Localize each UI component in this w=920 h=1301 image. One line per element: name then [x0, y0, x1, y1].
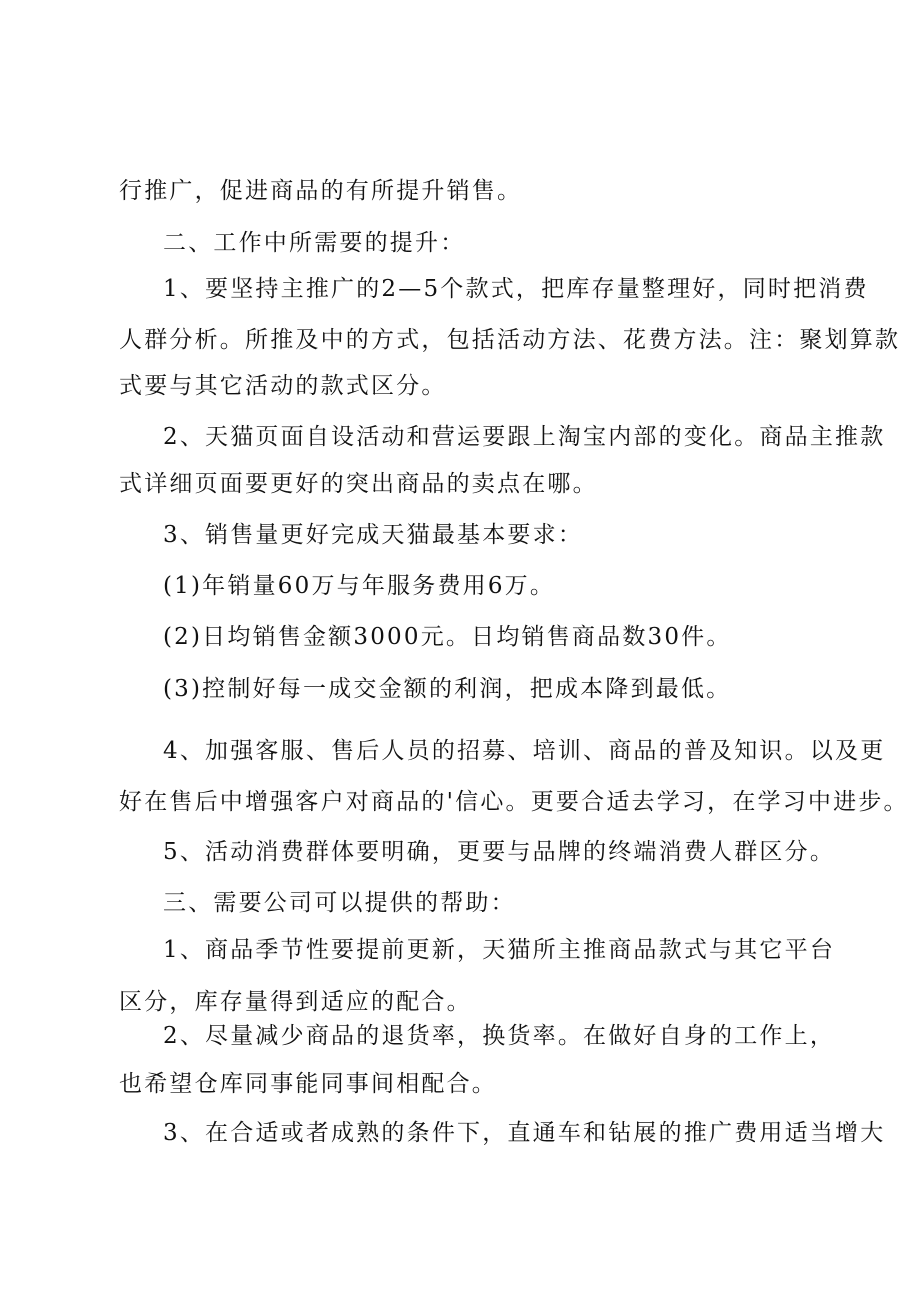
- paragraph-line: 人群分析。所推及中的方式，包括活动方法、花费方法。注：聚划算款: [119, 327, 901, 353]
- list-item: (1)年销量60万与年服务费用6万。: [163, 573, 556, 599]
- section-heading: 二、工作中所需要的提升：: [163, 230, 466, 256]
- paragraph-line: 1、要坚持主推广的2—5个款式，把库存量整理好，同时把消费: [163, 276, 869, 302]
- paragraph-line: 式要与其它活动的款式区分。: [119, 373, 447, 399]
- list-item: (3)控制好每一成交金额的利润，把成本降到最低。: [163, 676, 732, 702]
- paragraph-line: 5、活动消费群体要明确，更要与品牌的终端消费人群区分。: [163, 839, 836, 865]
- paragraph-line: 区分，库存量得到适应的配合。: [119, 989, 472, 1015]
- paragraph-line: 3、在合适或者成熟的条件下，直通车和钻展的推广费用适当增大: [163, 1120, 886, 1146]
- list-item: (2)日均销售金额3000元。日均销售商品数30件。: [163, 624, 732, 650]
- paragraph-line: 式详细页面要更好的突出商品的卖点在哪。: [119, 471, 598, 497]
- paragraph-line: 1、商品季节性要提前更新，天猫所主推商品款式与其它平台: [163, 937, 836, 963]
- paragraph-line: 好在售后中增强客户对商品的'信心。更要合适去学习，在学习中进步。: [119, 789, 909, 815]
- paragraph-line: 也希望仓库同事能同事间相配合。: [119, 1071, 497, 1097]
- section-heading: 三、需要公司可以提供的帮助：: [163, 890, 516, 916]
- paragraph-line: 2、天猫页面自设活动和营运要跟上淘宝内部的变化。商品主推款: [163, 424, 886, 450]
- paragraph-line: 2、尽量减少商品的退货率，换货率。在做好自身的工作上，: [163, 1023, 836, 1049]
- paragraph-line: 3、销售量更好完成天猫最基本要求：: [163, 522, 584, 548]
- paragraph-line: 4、加强客服、售后人员的招募、培训、商品的普及知识。以及更: [163, 738, 886, 764]
- paragraph-line: 行推广，促进商品的有所提升销售。: [119, 178, 523, 204]
